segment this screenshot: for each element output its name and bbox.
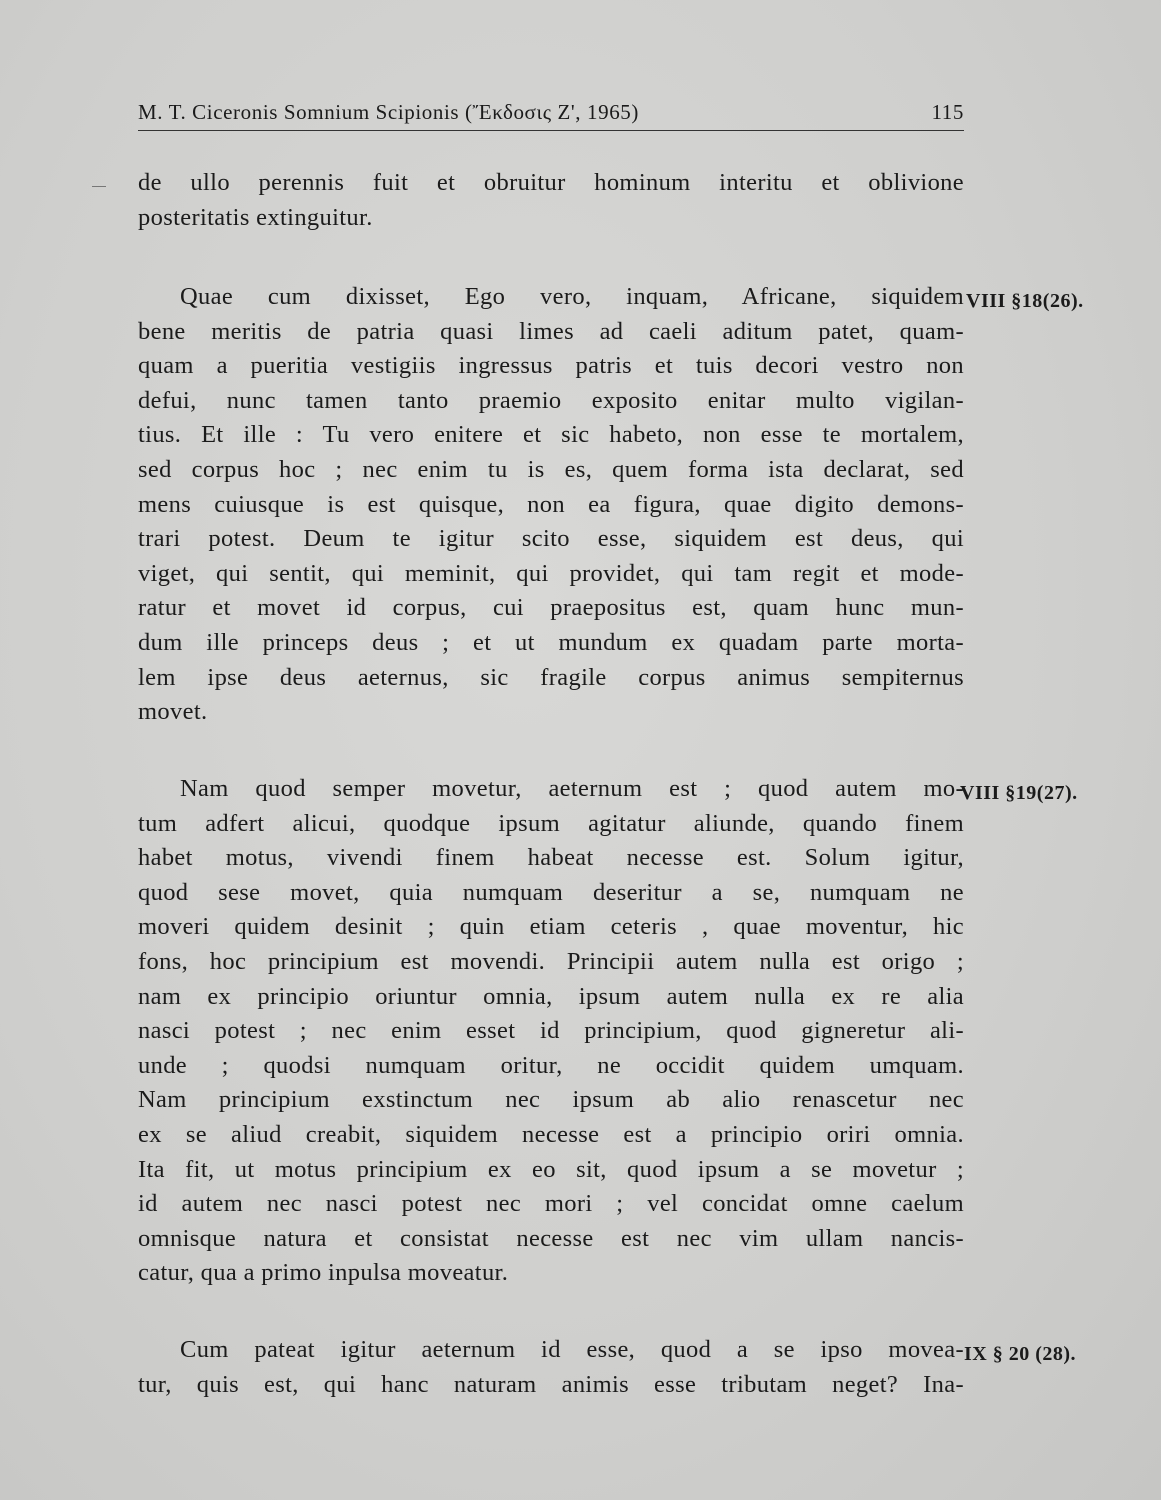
text-line: Quae cum dixisset, Ego vero, inquam, Africane, siquidem	[180, 283, 964, 310]
text-line: movet.	[138, 698, 208, 726]
text-line: lem ipse deus aeternus, sic fragile corpus animus sempiternus	[138, 663, 964, 691]
text-line: defui, nunc tamen tanto praemio exposito enitar multo vigilan-	[138, 386, 964, 414]
text-line: mens cuiusque is est quisque, non ea figura, quae digito demons-	[138, 490, 964, 518]
text-line: sed corpus hoc ; nec enim tu is es, quem forma ista declarat, sed	[138, 455, 964, 483]
text-line: quam a pueritia vestigiis ingressus patris et tuis decori vestro non	[138, 352, 964, 380]
text-line: quod sese movet, quia numquam deseritur a se, numquam ne	[138, 878, 964, 906]
text-line: omnisque natura et consistat necesse est nec vim ullam nancis-	[138, 1224, 964, 1252]
running-head	[138, 98, 964, 131]
text-line: trari potest. Deum te igitur scito esse, siquidem est deus, qui	[138, 525, 964, 553]
text-line: tum adfert alicui, quodque ipsum agitatur aliunde, quando finem	[138, 809, 964, 837]
text-line: nasci potest ; nec enim esset id principium, quod gigneretur ali-	[138, 1017, 964, 1045]
paragraph-18	[138, 280, 964, 730]
text-line: fons, hoc principium est movendi. Principii autem nulla est origo ;	[138, 947, 964, 975]
text-line: Nam principium exstinctum nec ipsum ab alio renascetur nec	[138, 1086, 964, 1114]
section-reference: IX § 20 (28).	[964, 1343, 1077, 1365]
text-line: viget, qui sentit, qui meminit, qui providet, qui tam regit et mode-	[138, 559, 964, 587]
text-line: bene meritis de patria quasi limes ad caeli aditum patet, quam-	[138, 317, 964, 345]
text-line: tius. Et ille : Tu vero enitere et sic habeto, non esse te mortalem,	[138, 421, 964, 449]
section-reference: VIII §18(26).	[966, 290, 1084, 312]
page-number: 115	[931, 100, 964, 124]
text-line: nam ex principio oriuntur omnia, ipsum autem nulla ex re alia	[138, 982, 964, 1010]
text-line: habet motus, vivendi finem habeat necesse est. Solum igitur,	[138, 844, 964, 872]
running-head-title: M. T. Ciceronis Somnium Scipionis (Ἔκδοσις Z', 1965)	[138, 100, 639, 124]
text-line: Ita fit, ut motus principium ex eo sit, quod ipsum a se movetur ;	[138, 1155, 964, 1183]
text-line: catur, qua a primo inpulsa moveatur.	[138, 1259, 509, 1287]
text-line: posteritatis extinguitur.	[138, 203, 373, 231]
text-line: unde ; quodsi numquam oritur, ne occidit quidem umquam.	[138, 1051, 964, 1079]
text-line: tur, quis est, qui hanc naturam animis esse tributam neget? Ina-	[138, 1370, 964, 1398]
text-line: Nam quod semper movetur, aeternum est ; quod autem mo-	[180, 775, 964, 802]
text-line: Cum pateat igitur aeternum id esse, quod a se ipso movea-	[180, 1336, 964, 1363]
text-line: moveri quidem desinit ; quin etiam ceteris , quae moventur, hic	[138, 913, 964, 941]
margin-dash	[92, 186, 106, 187]
section-reference: VIII §19(27).	[960, 782, 1078, 804]
paragraph-19	[138, 772, 964, 1291]
text-line: dum ille princeps deus ; et ut mundum ex quadam parte morta-	[138, 628, 964, 656]
text-line: id autem nec nasci potest nec mori ; vel concidat omne caelum	[138, 1190, 964, 1218]
text-line: ex se aliud creabit, siquidem necesse est a principio oriri omnia.	[138, 1120, 964, 1148]
text-line: ratur et movet id corpus, cui praepositus est, quam hunc mun-	[138, 594, 964, 622]
paragraph-20	[138, 1333, 964, 1402]
text-line: de ullo perennis fuit et obruitur hominum interitu et oblivione	[138, 169, 964, 196]
paragraph-continuation	[138, 166, 964, 235]
